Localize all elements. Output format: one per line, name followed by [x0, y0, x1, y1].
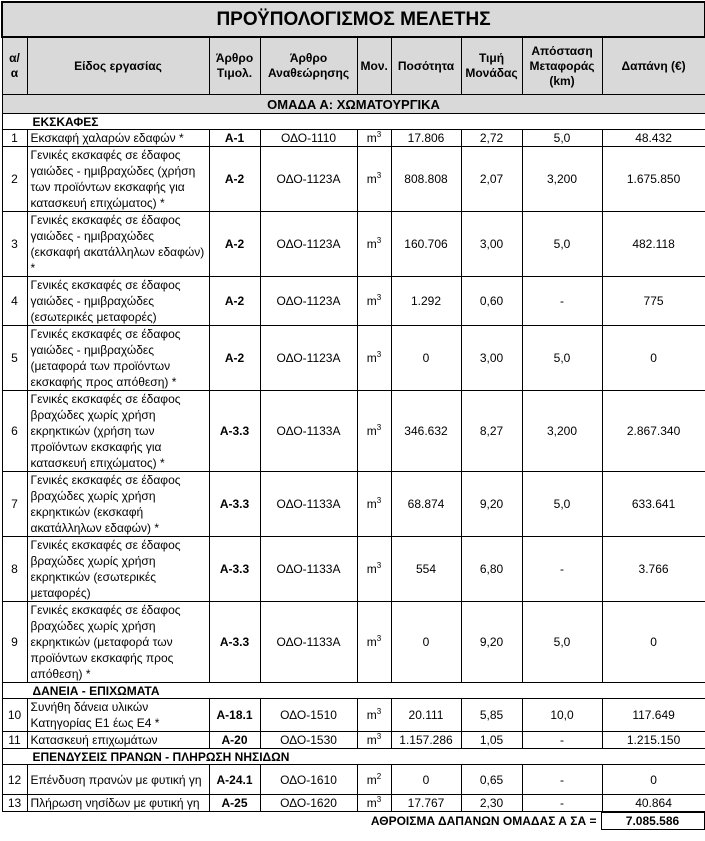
quantity-cell: 20.111: [391, 699, 461, 732]
unit-text: m: [366, 172, 377, 186]
quantity-cell: 1.157.286: [391, 732, 461, 749]
unit-text: m: [366, 424, 377, 438]
article-price-cell: Α-2: [209, 326, 260, 391]
table-row: [2, 130, 705, 147]
table-row: [2, 602, 705, 683]
cost-cell: 3.766: [602, 537, 705, 602]
description-cell: Γενικές εκσκαφές σε έδαφος βραχώδες χωρίς χρήση εκρηκτικών (εσωτερικές μεταφορές): [27, 537, 209, 602]
unit-exponent: 3: [376, 171, 382, 180]
article-revision-cell: ΟΔΟ-1123Α: [260, 277, 357, 326]
article-revision-cell: ΟΔΟ-1133Α: [260, 537, 357, 602]
unit-text: m: [366, 562, 377, 576]
distance-cell: -: [522, 537, 602, 602]
article-price-cell: Α-25: [209, 795, 260, 812]
distance-cell: 5,0: [522, 212, 602, 277]
unit-text: m: [366, 708, 377, 722]
table-row: [2, 212, 705, 277]
article-revision-cell: ΟΔΟ-1123Α: [260, 326, 357, 391]
article-revision-cell: ΟΔΟ-1123Α: [260, 147, 357, 212]
num-cell: 12: [2, 765, 27, 795]
unit-cell: [357, 699, 391, 732]
description-cell: Επένδυση πρανών με φυτική γη: [27, 765, 209, 795]
distance-cell: 5,0: [522, 326, 602, 391]
unit-exponent: 3: [376, 350, 382, 359]
table-row: [2, 391, 705, 472]
unit-price-cell: 5,85: [461, 699, 522, 732]
article-price-cell: Α-3.3: [209, 472, 260, 537]
description-cell: Εκσκαφή χαλαρών εδαφών *: [27, 130, 209, 147]
quantity-cell: 0: [391, 602, 461, 683]
unit-price-cell: 8,27: [461, 391, 522, 472]
header-article-price: Άρθρο Τιμολ.: [209, 37, 260, 95]
header-cost: Δαπάνη (€): [602, 37, 705, 95]
budget-sheet: [1, 1, 704, 830]
article-revision-cell: ΟΔΟ-1123Α: [260, 212, 357, 277]
table-row: [2, 732, 705, 749]
unit-cell: [357, 765, 391, 795]
unit-price-cell: 2,30: [461, 795, 522, 812]
article-price-cell: Α-2: [209, 147, 260, 212]
distance-cell: -: [522, 277, 602, 326]
cost-cell: 1.675.850: [602, 147, 705, 212]
unit-exponent: 3: [376, 496, 382, 505]
cost-cell: 0: [602, 326, 705, 391]
article-price-cell: Α-2: [209, 277, 260, 326]
unit-exponent: 3: [376, 634, 382, 643]
budget-table: [1, 1, 705, 812]
description-cell: Γενικές εκσκαφές σε έδαφος γαιώδες - ημιβραχώδες (εσωτερικές μεταφορές): [27, 277, 209, 326]
table-row: [2, 699, 705, 732]
num-cell: 3: [2, 212, 27, 277]
article-revision-cell: ΟΔΟ-1133Α: [260, 391, 357, 472]
group-title: ΟΜΑΔΑ Α: ΧΩΜΑΤΟΥΡΓΙΚΑ: [2, 95, 705, 114]
article-revision-cell: ΟΔΟ-1530: [260, 732, 357, 749]
section-row: [2, 114, 705, 130]
article-price-cell: Α-20: [209, 732, 260, 749]
article-price-cell: Α-3.3: [209, 391, 260, 472]
unit-cell: [357, 212, 391, 277]
description-cell: Γενικές εκσκαφές σε έδαφος βραχώδες χωρίς χρήση εκρηκτικών (χρήση των προϊόντων εκσκαφής για κατασκευή επιχώματος) *: [27, 391, 209, 472]
header-aa: α/α: [2, 37, 27, 95]
article-price-cell: Α-3.3: [209, 537, 260, 602]
description-cell: Γενικές εκσκαφές σε έδαφος βραχώδες χωρίς χρήση εκρηκτικών (μεταφορά των προϊόντων εκσκαφής προς απόθεση) *: [27, 602, 209, 683]
header-article-revision: Άρθρο Αναθεώρησης: [260, 37, 357, 95]
unit-text: m: [366, 497, 377, 511]
unit-cell: [357, 732, 391, 749]
unit-cell: [357, 277, 391, 326]
unit-price-cell: 9,20: [461, 602, 522, 683]
unit-price-cell: 3,00: [461, 212, 522, 277]
cost-cell: 775: [602, 277, 705, 326]
section-title: ΕΠΕΝΔΥΣΕΙΣ ΠΡΑΝΩΝ - ΠΛΗΡΩΣΗ ΝΗΣΙΔΩΝ: [2, 749, 705, 765]
total-table: [1, 812, 705, 830]
description-cell: Γενικές εκσκαφές σε έδαφος γαιώδες - ημιβραχώδες (μεταφορά των προϊόντων εκσκαφής προς απόθεση) *: [27, 326, 209, 391]
cost-cell: 482.118: [602, 212, 705, 277]
article-revision-cell: ΟΔΟ-1610: [260, 765, 357, 795]
unit-price-cell: 2,07: [461, 147, 522, 212]
description-cell: Συνήθη δάνεια υλικών Κατηγορίας Ε1 έως Ε4 *: [27, 699, 209, 732]
article-revision-cell: ΟΔΟ-1110: [260, 130, 357, 147]
table-row: [2, 147, 705, 212]
title-row: [2, 2, 705, 37]
quantity-cell: 0: [391, 765, 461, 795]
article-revision-cell: ΟΔΟ-1133Α: [260, 472, 357, 537]
cost-cell: 48.432: [602, 130, 705, 147]
header-unit: Μον.: [357, 37, 391, 95]
distance-cell: -: [522, 732, 602, 749]
description-cell: Γενικές εκσκαφές σε έδαφος γαιώδες - ημιβραχώδες (εκσκαφή ακατάλληλων εδαφών) *: [27, 212, 209, 277]
page-title: ΠΡΟΫΠΟΛΟΓΙΣΜΟΣ ΜΕΛΕΤΗΣ: [2, 2, 705, 37]
article-price-cell: Α-18.1: [209, 699, 260, 732]
quantity-cell: 0: [391, 326, 461, 391]
table-row: [2, 326, 705, 391]
quantity-cell: 346.632: [391, 391, 461, 472]
unit-text: m: [366, 131, 377, 145]
unit-exponent: 3: [376, 795, 382, 804]
description-cell: Γενικές εκσκαφές σε έδαφος βραχώδες χωρίς χρήση εκρηκτικών (εκσκαφή ακατάλληλων εδαφών) *: [27, 472, 209, 537]
section-row: [2, 683, 705, 699]
unit-price-cell: 2,72: [461, 130, 522, 147]
num-cell: 5: [2, 326, 27, 391]
num-cell: 11: [2, 732, 27, 749]
group-row: [2, 95, 705, 114]
unit-price-cell: 3,00: [461, 326, 522, 391]
unit-price-cell: 6,80: [461, 537, 522, 602]
article-revision-cell: ΟΔΟ-1620: [260, 795, 357, 812]
unit-text: m: [366, 772, 377, 787]
unit-text: m: [366, 294, 377, 308]
num-cell: 7: [2, 472, 27, 537]
article-price-cell: Α-1: [209, 130, 260, 147]
unit-price-cell: 0,60: [461, 277, 522, 326]
num-cell: 1: [2, 130, 27, 147]
num-cell: 8: [2, 537, 27, 602]
distance-cell: -: [522, 765, 602, 795]
unit-cell: [357, 537, 391, 602]
unit-exponent: 3: [376, 732, 382, 741]
quantity-cell: 554: [391, 537, 461, 602]
article-price-cell: Α-2: [209, 212, 260, 277]
distance-cell: 3,200: [522, 391, 602, 472]
quantity-cell: 17.767: [391, 795, 461, 812]
distance-cell: 10,0: [522, 699, 602, 732]
table-body: [2, 2, 705, 812]
header-work-type: Είδος εργασίας: [27, 37, 209, 95]
unit-exponent: 2: [376, 771, 382, 781]
description-cell: Κατασκευή επιχωμάτων: [27, 732, 209, 749]
num-cell: 4: [2, 277, 27, 326]
quantity-cell: 68.874: [391, 472, 461, 537]
section-title: ΕΚΣΚΑΦΕΣ: [2, 114, 705, 130]
header-row: [2, 37, 705, 95]
header-distance: Απόσταση Μεταφοράς (km): [522, 37, 602, 95]
quantity-cell: 17.806: [391, 130, 461, 147]
distance-cell: -: [522, 795, 602, 812]
unit-text: m: [366, 635, 377, 649]
article-price-cell: Α-24.1: [209, 765, 260, 795]
article-price-cell: Α-3.3: [209, 602, 260, 683]
table-row: [2, 765, 705, 795]
unit-price-cell: 0,65: [461, 765, 522, 795]
table-row: [2, 277, 705, 326]
num-cell: 6: [2, 391, 27, 472]
num-cell: 13: [2, 795, 27, 812]
section-title: ΔΑΝΕΙΑ - ΕΠΙΧΩΜΑΤΑ: [2, 683, 705, 699]
unit-exponent: 3: [376, 561, 382, 570]
cost-cell: 1.215.150: [602, 732, 705, 749]
unit-cell: [357, 391, 391, 472]
article-revision-cell: ΟΔΟ-1133Α: [260, 602, 357, 683]
header-unit-price: Τιμή Μονάδας: [461, 37, 522, 95]
unit-cell: [357, 147, 391, 212]
cost-cell: 0: [602, 765, 705, 795]
num-cell: 10: [2, 699, 27, 732]
quantity-cell: 160.706: [391, 212, 461, 277]
table-row: [2, 795, 705, 812]
total-label: ΑΘΡΟΙΣΜΑ ΔΑΠΑΝΩΝ ΟΜΑΔΑΣ Α ΣΑ =: [370, 814, 597, 828]
unit-exponent: 3: [376, 236, 382, 245]
unit-cell: [357, 326, 391, 391]
unit-text: m: [366, 733, 377, 747]
num-cell: 9: [2, 602, 27, 683]
unit-price-cell: 9,20: [461, 472, 522, 537]
unit-exponent: 3: [376, 423, 382, 432]
unit-cell: [357, 795, 391, 812]
distance-cell: 5,0: [522, 130, 602, 147]
unit-text: m: [366, 237, 377, 251]
description-cell: Πλήρωση νησίδων με φυτική γη: [27, 795, 209, 812]
unit-exponent: 3: [376, 130, 382, 139]
table-row: [2, 537, 705, 602]
unit-text: m: [366, 351, 377, 365]
cost-cell: 117.649: [602, 699, 705, 732]
quantity-cell: 808.808: [391, 147, 461, 212]
unit-exponent: 3: [376, 293, 382, 302]
total-row: [1, 813, 704, 830]
article-revision-cell: ΟΔΟ-1510: [260, 699, 357, 732]
distance-cell: 3,200: [522, 147, 602, 212]
unit-exponent: 3: [376, 707, 382, 716]
quantity-cell: 1.292: [391, 277, 461, 326]
header-quantity: Ποσότητα: [391, 37, 461, 95]
description-cell: Γενικές εκσκαφές σε έδαφος γαιώδες - ημιβραχώδες (χρήση των προϊόντων εκσκαφής για κατασκευή επιχώματος) *: [27, 147, 209, 212]
table-row: [2, 472, 705, 537]
cost-cell: 40.864: [602, 795, 705, 812]
num-cell: 2: [2, 147, 27, 212]
unit-cell: [357, 472, 391, 537]
unit-price-cell: 1,05: [461, 732, 522, 749]
distance-cell: 5,0: [522, 602, 602, 683]
unit-text: m: [366, 796, 377, 810]
distance-cell: 5,0: [522, 472, 602, 537]
section-row: [2, 749, 705, 765]
total-value: 7.085.586: [601, 813, 704, 830]
cost-cell: 2.867.340: [602, 391, 705, 472]
unit-cell: [357, 130, 391, 147]
cost-cell: 633.641: [602, 472, 705, 537]
unit-cell: [357, 602, 391, 683]
cost-cell: 0: [602, 602, 705, 683]
